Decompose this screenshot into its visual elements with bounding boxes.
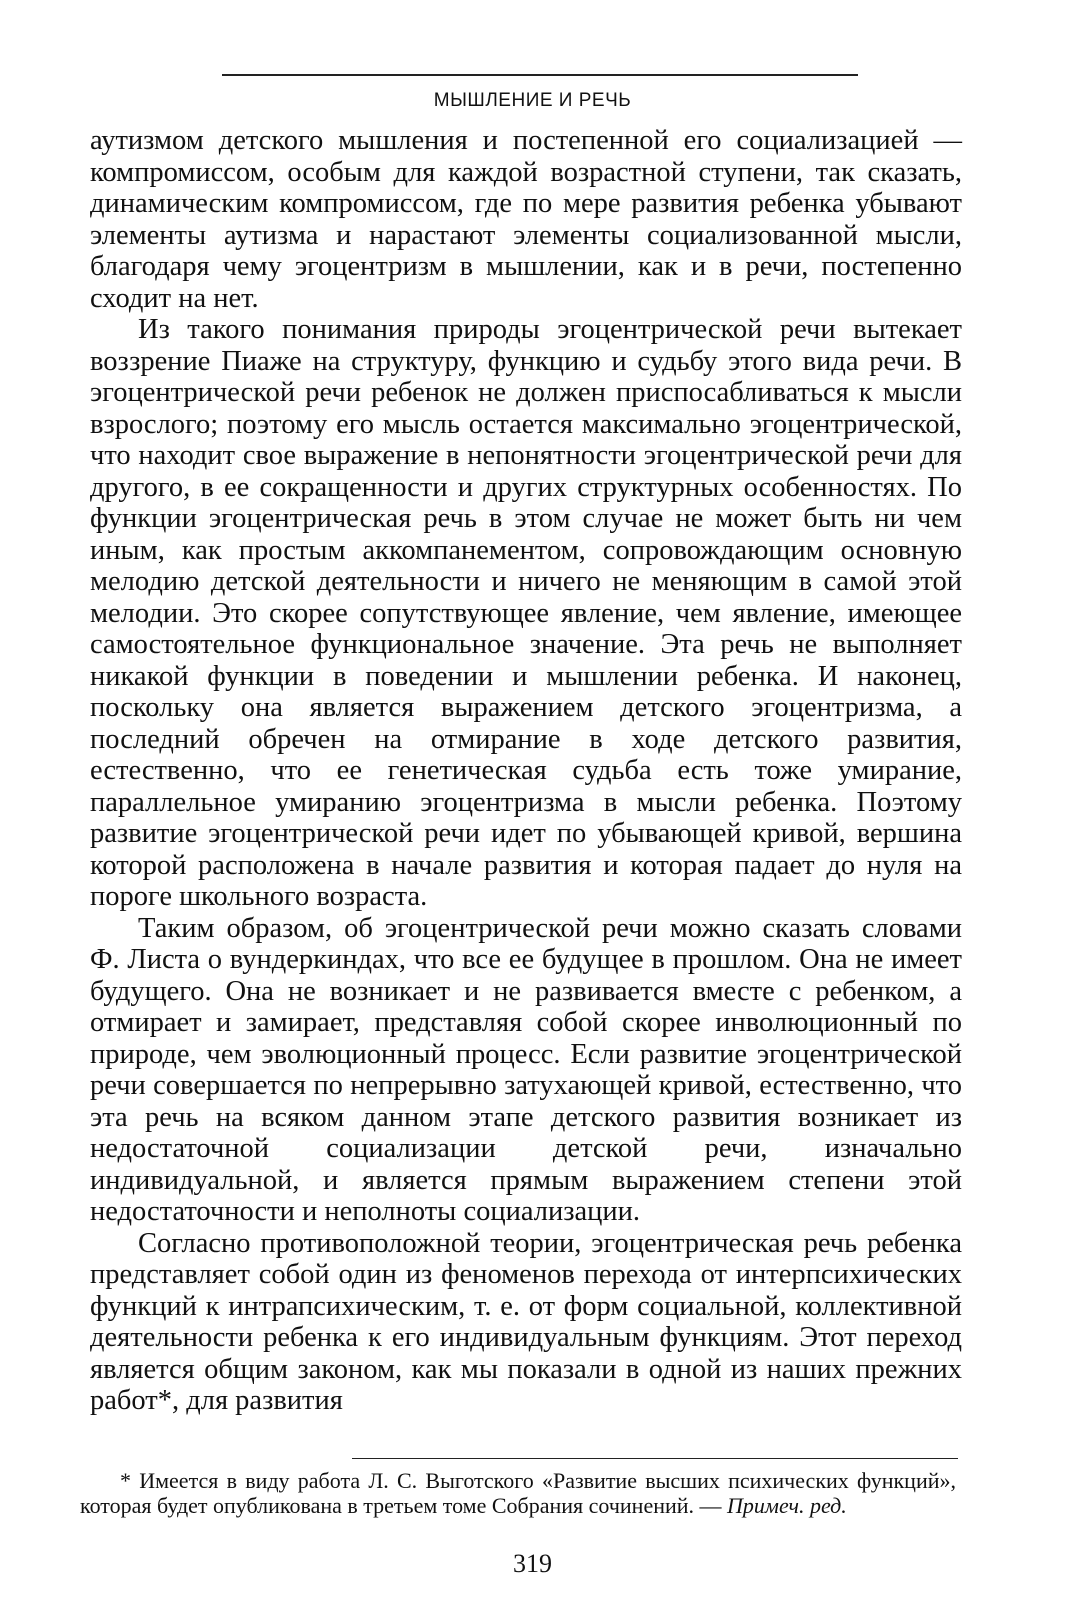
running-head: МЫШЛЕНИЕ И РЕЧЬ [433, 90, 632, 111]
paragraph-3: Таким образом, об эгоцентрической речи можно сказать словами Ф. Листа о вундеркиндах, что все ее будущее в прошлом. Она не имеет будущего. Она не возникает и не развивается вместе с ребенком, а отмирает и замирает, представляя собой скорее инволюционный по природе, чем эволюционный процесс. Если развитие эгоцентрической речи совершается по непрерывно затухающей кривой, естественно, что эта речь на всяком данном этапе детского развития возникает из недостаточной социализации детской речи, изначально индивидуальной, и является прямым выражением степени этой недостаточности и неполноты социализации. [90, 912, 962, 1227]
footnote-text [80, 1468, 956, 1518]
main-text [90, 125, 962, 1417]
paragraph-1: аутизмом детского мышления и постепенной его социализацией — компромиссом, особым для каждой возрастной ступени, так сказать, динамическим компромиссом, где по мере развития ребенка убывают элементы аутизма и нарастают элементы социализованной мысли, благодаря чему эгоцентризм в мышлении, как и в речи, постепенно сходит на нет. [90, 125, 962, 314]
page-number: 319 [513, 1549, 552, 1578]
footnote [80, 1468, 956, 1518]
footnote-body: * Имеется в виду работа Л. С. Выготского «Развитие высших психических функций», которая будет опубликована в третьем томе Собрания сочинений. — [80, 1468, 956, 1518]
footnote-editor-note: Примеч. ред. [727, 1493, 847, 1518]
footnote-rule [352, 1458, 958, 1459]
header-rule [222, 74, 858, 76]
paragraph-4: Согласно противоположной теории, эгоцентрическая речь ребенка представляет собой один из феноменов перехода от интерпсихических функций к интрапсихическим, т. е. от форм социальной, коллективной деятельности ребенка к его индивидуальным функциям. Этот переход является общим законом, как мы показали в одной из наших прежних работ*, для развития [90, 1227, 962, 1416]
paragraph-2: Из такого понимания природы эгоцентрической речи вытекает воззрение Пиаже на структуру, функцию и судьбу этого вида речи. В эгоцентрической речи ребенок не должен приспосабливаться к мысли взрослого; поэтому его мысль остается максимально эгоцентрической, что находит свое выражение в непонятности эгоцентрической речи для другого, в ее сокращенности и других структурных особенностях. По функции эгоцентрическая речь в этом случае не может быть ни чем иным, как простым аккомпанементом, сопровождающим основную мелодию детской деятельности и ничего не меняющим в самой этой мелодии. Это скорее сопутствующее явление, чем явление, имеющее самостоятельное функциональное значение. Эта речь не выполняет никакой функции в поведении и мышлении ребенка. И наконец, поскольку она является выражением детского эгоцентризма, а последний обречен на отмирание в ходе детского развития, естественно, что ее генетическая судьба есть тоже умирание, параллельное умиранию эгоцентризма в мысли ребенка. Поэтому развитие эгоцентрической речи идет по убывающей кривой, вершина которой расположена в начале развития и которая падает до нуля на пороге школьного возраста. [90, 314, 962, 912]
